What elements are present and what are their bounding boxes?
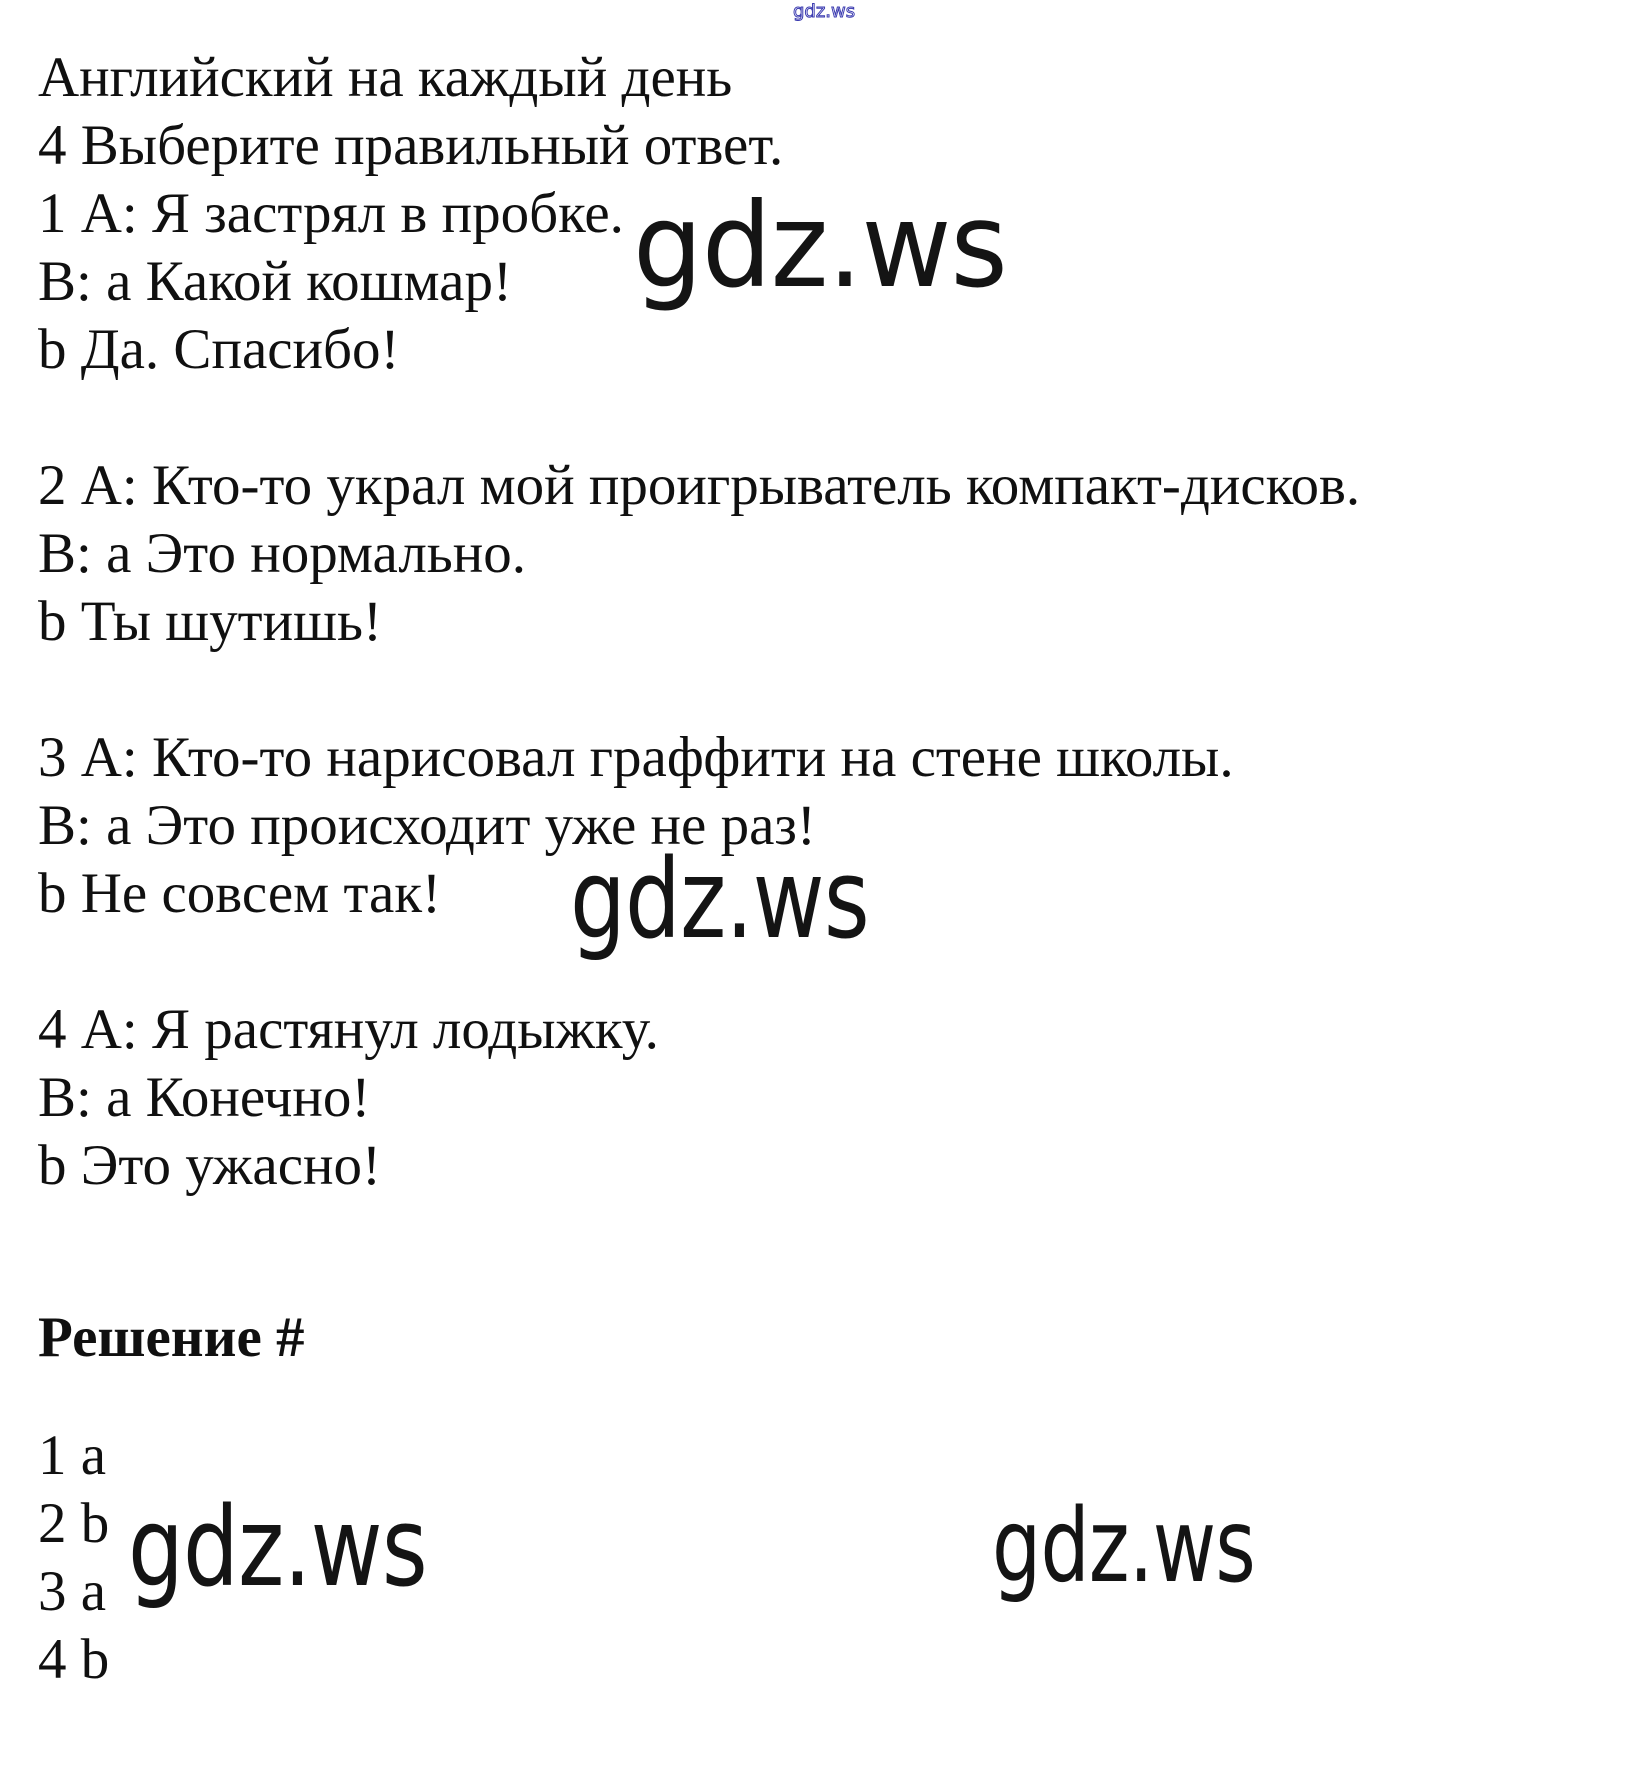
dialogue-line: В: а Это происходит уже не раз! — [38, 794, 816, 857]
dialogue-line: b Да. Спасибо! — [38, 318, 400, 381]
dialogue-line: В: а Это нормально. — [38, 522, 527, 585]
dialogue-line: 4 А: Я растянул лодыжку. — [38, 998, 659, 1061]
gdz-watermark: gdz.ws — [570, 835, 869, 963]
dialogue-line: b Ты шутишь! — [38, 590, 382, 653]
dialogue-line: 1 А: Я застрял в пробке. — [38, 182, 624, 245]
answers-list — [38, 1422, 109, 1694]
doc-title: Английский на каждый день — [38, 46, 733, 109]
site-watermark-small: gdz.ws — [793, 1, 856, 22]
gdz-watermark: gdz.ws — [992, 1487, 1255, 1606]
task-instruction: 4 Выберите правильный ответ. — [38, 114, 784, 177]
dialogue-line: В: а Какой кошмар! — [38, 250, 512, 313]
dialogue-line: 2 А: Кто-то украл мой проигрыватель компакт-дисков. — [38, 454, 1361, 517]
dialogue-line: b Не совсем так! — [38, 862, 442, 925]
answer-line: 1 a — [38, 1424, 107, 1487]
gdz-watermark: gdz.ws — [633, 177, 1007, 314]
answer-line: 3 a — [38, 1560, 107, 1623]
dialogue-line: 3 А: Кто-то нарисовал граффити на стене школы. — [38, 726, 1234, 789]
blank-line — [38, 656, 1360, 724]
blank-line — [38, 384, 1360, 452]
answer-line: 4 b — [38, 1628, 110, 1691]
gdz-watermark: gdz.ws — [128, 1483, 427, 1611]
solution-heading: Решение # — [38, 1306, 305, 1369]
answer-line: 2 b — [38, 1492, 110, 1555]
dialogue-line: В: а Конечно! — [38, 1066, 371, 1129]
dialogue-line: b Это ужасно! — [38, 1134, 382, 1197]
